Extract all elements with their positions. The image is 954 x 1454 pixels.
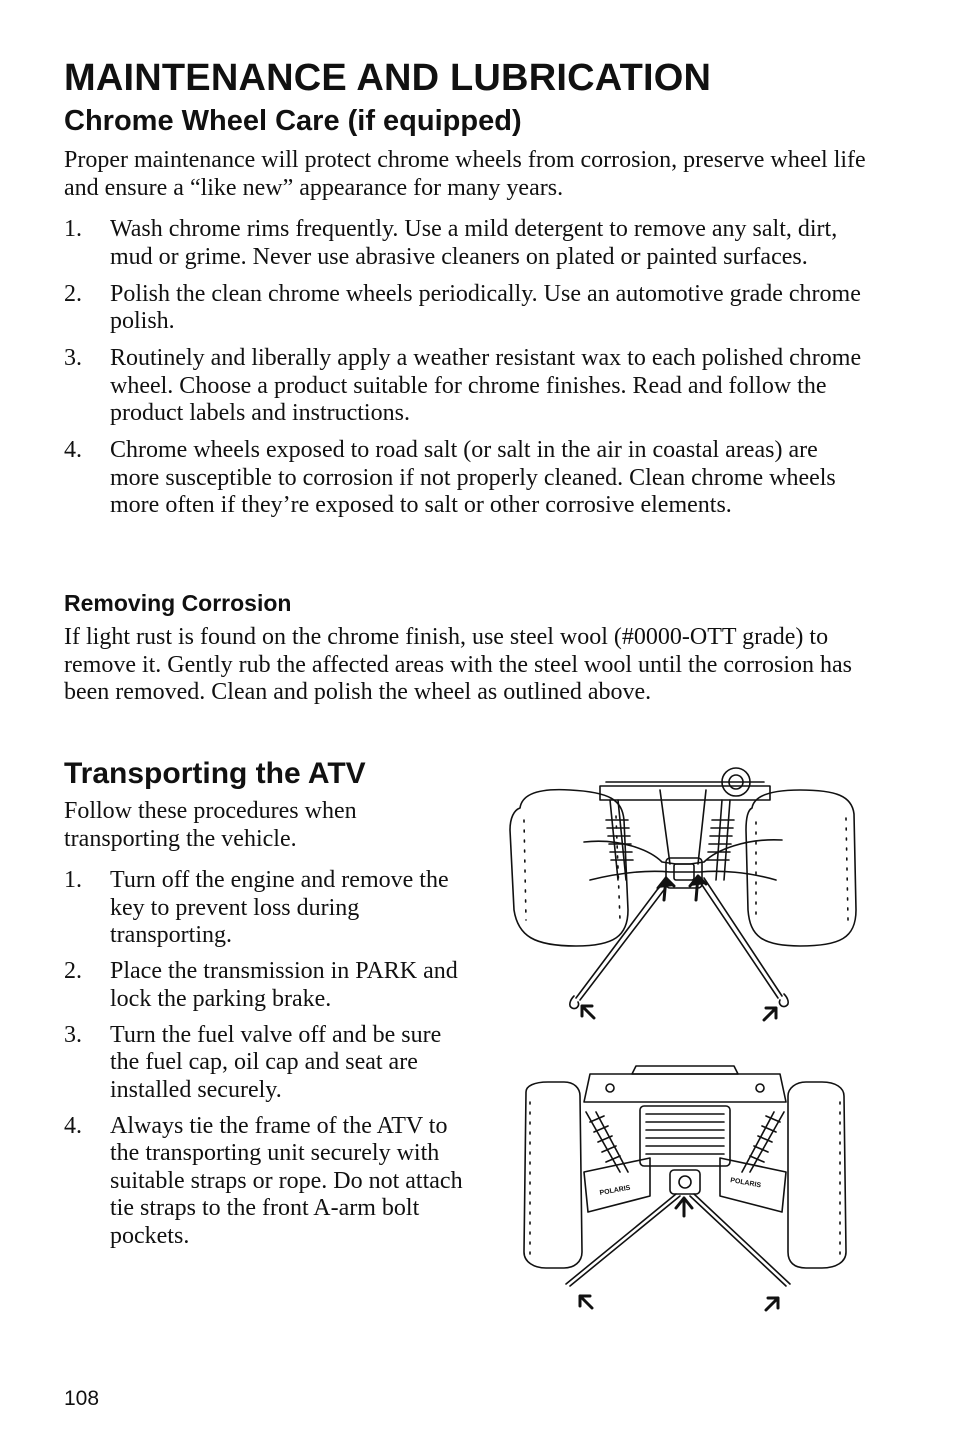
svg-text:POLARIS: POLARIS <box>729 1177 762 1190</box>
step-number: 1. <box>64 867 82 893</box>
step-text: Place the transmission in PARK and lock the parking brake. <box>110 958 458 1012</box>
step-number: 4. <box>64 437 82 463</box>
atv-rear-tie-down-illustration <box>500 760 870 1022</box>
step-text: Routinely and liberally apply a weather resistant wax to each polished chrome wheel. Choose a product suitable for chrome finishes. Read and follow the product labels and instructions. <box>110 345 862 426</box>
section-title-transporting: Transporting the ATV <box>64 757 366 790</box>
step-text: Chrome wheels exposed to road salt (or salt in the air in coastal areas) are more susceptible to corrosion if not properly cleaned. Clean chrome wheels more often if they’re exposed to salt or other corrosive elements. <box>110 437 836 518</box>
list-item <box>64 437 864 520</box>
corrosion-paragraph: If light rust is found on the chrome finish, use steel wool (#0000-OTT grade) to remove it. Gently rub the affected areas with the steel wool until the corrosion has been removed. Clean and polish the wheel as outlined above. <box>64 624 852 705</box>
page-title: MAINTENANCE AND LUBRICATION <box>64 57 712 99</box>
transport-steps-list <box>64 867 474 1259</box>
transport-intro-paragraph: Follow these procedures when transporting the vehicle. <box>64 798 357 852</box>
subsection-title-removing-corrosion: Removing Corrosion <box>64 590 292 616</box>
chrome-care-steps-list <box>64 216 864 529</box>
atv-front-tie-down-illustration <box>500 1062 870 1320</box>
list-item <box>64 867 474 950</box>
step-text: Wash chrome rims frequently. Use a mild detergent to remove any salt, dirt, mud or grime. Never use abrasive cleaners on plated or painted surfaces. <box>110 216 838 270</box>
step-number: 2. <box>64 280 82 307</box>
list-item <box>64 1113 474 1251</box>
step-number: 3. <box>64 1021 82 1048</box>
step-text: Turn the fuel valve off and be sure the fuel cap, oil cap and seat are installed securely. <box>110 1021 442 1103</box>
list-item <box>64 216 864 271</box>
page-number: 108 <box>64 1387 100 1410</box>
step-number: 3. <box>64 345 82 371</box>
step-text: Polish the clean chrome wheels periodically. Use an automotive grade chrome polish. <box>110 280 861 334</box>
step-number: 2. <box>64 958 82 984</box>
step-text: Turn off the engine and remove the key to prevent loss during transporting. <box>110 867 449 948</box>
step-number: 4. <box>64 1112 82 1139</box>
step-number: 1. <box>64 216 82 242</box>
svg-text:POLARIS: POLARIS <box>599 1184 631 1197</box>
list-item <box>64 958 474 1013</box>
list-item <box>64 345 864 428</box>
list-item <box>64 1022 474 1105</box>
list-item <box>64 281 864 336</box>
section-title-chrome-wheel-care: Chrome Wheel Care (if equipped) <box>64 105 522 137</box>
step-text: Always tie the frame of the ATV to the transporting unit securely with suitable straps or rope. Do not attach tie straps to the front A-arm bolt pockets. <box>110 1112 463 1249</box>
chrome-intro-paragraph: Proper maintenance will protect chrome wheels from corrosion, preserve wheel life and ensure a “like new” appearance for many years. <box>64 147 866 201</box>
